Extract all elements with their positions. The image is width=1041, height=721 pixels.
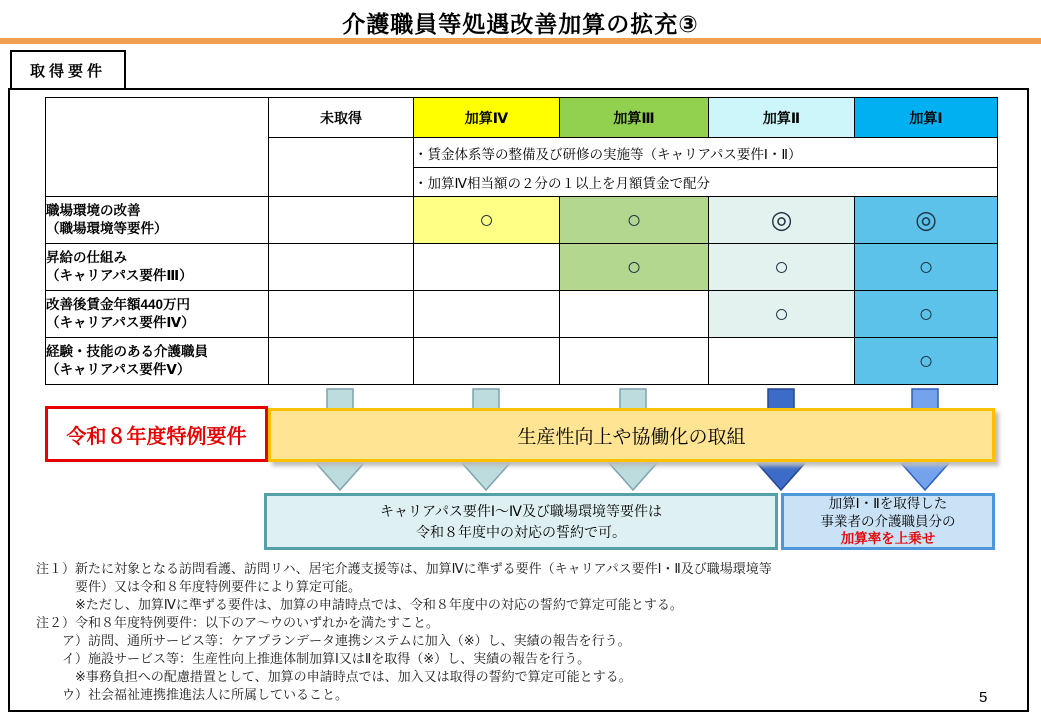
requirement-cell xyxy=(269,338,414,385)
table-row xyxy=(46,244,998,291)
note-line: 注１）新たに対象となる訪問看護、訪問リハ、居宅介護支援等は、加算Ⅳに準ずる要件（キャリアパス要件Ⅰ・Ⅱ及び職場環境等 xyxy=(36,561,772,576)
row-label-line1: 経験・技能のある介護職員 xyxy=(46,344,208,360)
note-line: ※事務負担への配慮措置として、加算の申請時点では、加入又は取得の誓約で算定可能とする。 xyxy=(36,669,632,684)
requirement-cell: ○ xyxy=(414,197,560,244)
requirement-cell xyxy=(269,244,414,291)
note-line: 注２）令和８年度特例要件：以下のア～ウのいずれかを満たすこと。 xyxy=(36,615,440,630)
requirement-cell: ◎ xyxy=(709,197,855,244)
row-label-line2: （キャリアパス要件Ⅴ） xyxy=(46,362,191,377)
pledge-line2: 令和８年度中の対応の誓約で可。 xyxy=(416,523,626,540)
requirement-cell: ○ xyxy=(560,244,709,291)
requirement-cell xyxy=(560,291,709,338)
mitorikutoku-blank-cell xyxy=(269,138,414,197)
note-line: 要件）又は令和８年度特例要件により算定可能。 xyxy=(36,579,362,594)
row-label xyxy=(46,338,269,385)
requirement-cell xyxy=(560,338,709,385)
addon-rate-box xyxy=(781,493,995,550)
row-label-line1: 職場環境の改善 xyxy=(46,203,141,219)
table-row xyxy=(46,197,998,244)
accent-divider xyxy=(0,38,1041,44)
table-header-row xyxy=(46,98,998,138)
page-title: 介護職員等処遇改善加算の拡充③ xyxy=(342,11,699,37)
row-label xyxy=(46,244,269,291)
row-label xyxy=(46,291,269,338)
requirement-cell: ○ xyxy=(855,244,998,291)
requirement-cell: ○ xyxy=(560,197,709,244)
productivity-banner: 生産性向上や協働化の取組 xyxy=(268,408,995,462)
note-line: ウ）社会福祉連携推進法人に所属していること。 xyxy=(36,687,349,702)
note-line: イ）施設サービス等：生産性向上推進体制加算Ⅰ又はⅡを取得（※）し、実績の報告を行う。 xyxy=(36,651,591,666)
column-header-kasan2: 加算Ⅱ xyxy=(709,98,855,138)
note-line: ア）訪問、通所サービス等：ケアプランデータ連携システムに加入（※）し、実績の報告を行う。 xyxy=(36,633,631,648)
column-header-kasan1: 加算Ⅰ xyxy=(855,98,998,138)
requirement-cell: ○ xyxy=(709,291,855,338)
table-spacer xyxy=(46,98,269,197)
acquisition-requirements-badge: 取得要件 xyxy=(10,50,126,90)
requirement-cell xyxy=(414,244,560,291)
row-label-line1: 昇給の仕組み xyxy=(46,250,127,266)
requirement-cell: ○ xyxy=(855,291,998,338)
note-line: ※ただし、加算Ⅳに準ずる要件は、加算の申請時点では、令和８年度中の対応の誓約で算定可能とする。 xyxy=(36,597,683,612)
row-label-line2: （職場環境等要件） xyxy=(46,221,168,236)
requirement-cell xyxy=(269,197,414,244)
page-number: 5 xyxy=(979,689,988,706)
pledge-line1: キャリアパス要件Ⅰ～Ⅳ及び職場環境等要件は xyxy=(380,503,662,520)
addon-line1: 加算Ⅰ・Ⅱを取得した xyxy=(828,496,948,512)
addon-line2: 事業者の介護職員分の xyxy=(820,513,956,529)
requirement-cell: ○ xyxy=(709,244,855,291)
column-header-mitorikutoku: 未取得 xyxy=(269,98,414,138)
requirement-cell xyxy=(269,291,414,338)
requirement-cell xyxy=(414,291,560,338)
row-label-line2: （キャリアパス要件Ⅳ） xyxy=(46,315,195,330)
notes-block xyxy=(36,560,1016,704)
requirement-cell: ◎ xyxy=(855,197,998,244)
pledge-box xyxy=(264,493,778,550)
requirements-table xyxy=(45,97,998,385)
requirement-cell xyxy=(414,338,560,385)
addon-rate-highlight: 加算率を上乗せ xyxy=(840,531,936,547)
row-label xyxy=(46,197,269,244)
special-requirement-label: 令和８年度特例要件 xyxy=(45,406,268,462)
row-label-line2: （キャリアパス要件Ⅲ） xyxy=(46,268,193,283)
requirement-cell: ○ xyxy=(855,338,998,385)
table-row xyxy=(46,338,998,385)
column-header-kasan3: 加算Ⅲ xyxy=(560,98,709,138)
requirement-cell xyxy=(709,338,855,385)
common-requirement-text: ・加算Ⅳ相当額の２分の１以上を月額賃金で配分 xyxy=(414,168,998,197)
row-label-line1: 改善後賃金年額440万円 xyxy=(46,297,191,313)
column-header-kasan4: 加算Ⅳ xyxy=(414,98,560,138)
table-row xyxy=(46,291,998,338)
common-requirement-text: ・賃金体系等の整備及び研修の実施等（キャリアパス要件Ⅰ・Ⅱ） xyxy=(414,138,998,168)
